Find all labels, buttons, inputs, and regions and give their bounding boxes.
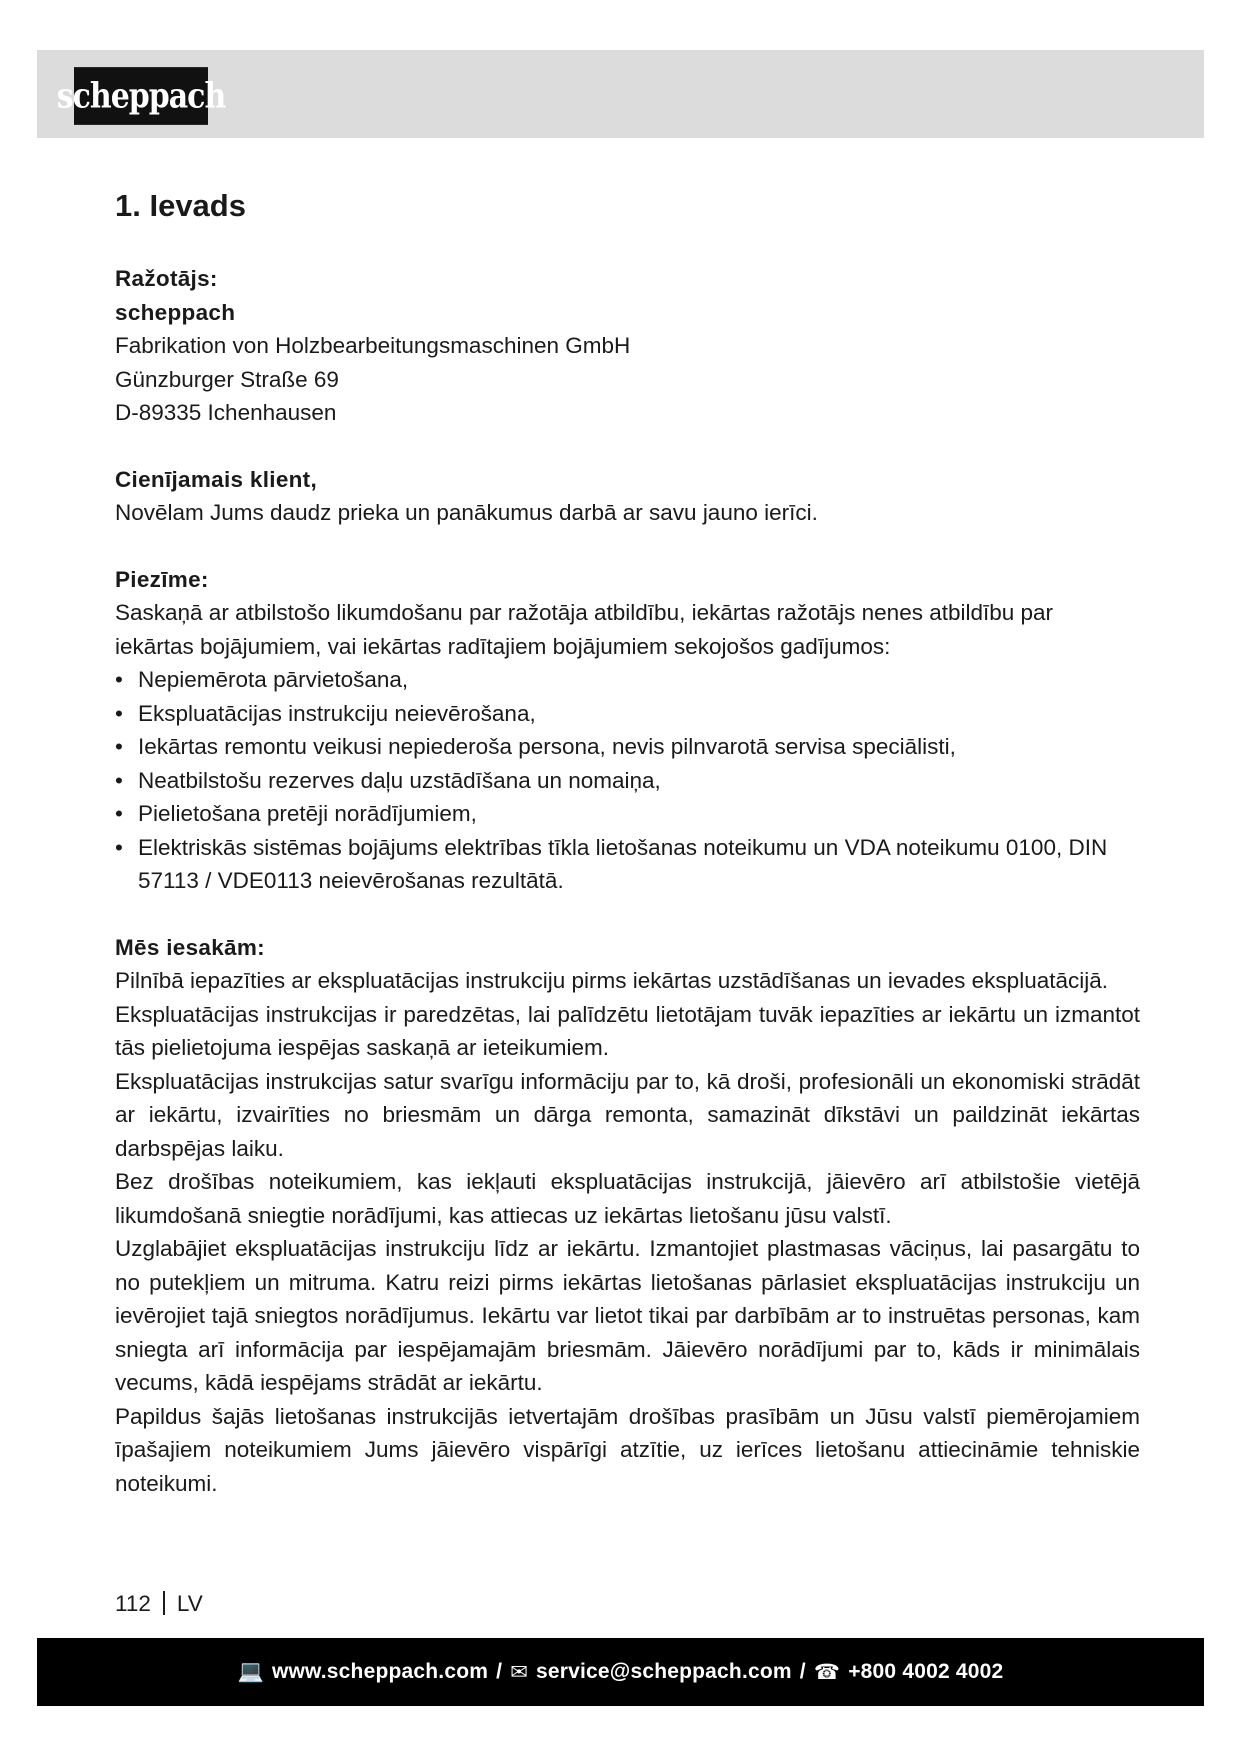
manufacturer-brand: scheppach <box>115 299 236 325</box>
manufacturer-line: Günzburger Straße 69 <box>115 366 339 392</box>
recommend-label: Mēs iesakām: <box>115 934 265 960</box>
email-link[interactable]: service@scheppach.com <box>535 1660 792 1683</box>
phone-number[interactable]: +800 4002 4002 <box>848 1660 1004 1683</box>
note-bullet-list <box>115 663 1140 898</box>
manufacturer-block <box>115 262 1140 430</box>
website-link[interactable]: www.scheppach.com <box>271 1660 489 1683</box>
greeting-label: Cienījamais klient, <box>115 466 318 492</box>
email-icon: ✉ <box>510 1660 528 1684</box>
greeting-text: Novēlam Jums daudz prieka un panākumus darbā ar savu jauno ierīci. <box>115 500 818 525</box>
list-item: • Elektriskās sistēmas bojājums elektrības tīkla lietošanas noteikumu un VDA noteikumu 0100, DIN 57113 / VDE0113 neievērošanas rezultātā. <box>115 831 1138 898</box>
separator: / <box>799 1660 806 1683</box>
section-title: 1. Ievads <box>115 188 246 223</box>
note-label: Piezīme: <box>115 566 209 592</box>
greeting-block <box>115 463 1140 530</box>
list-item: • Pielietošana pretēji norādījumiem, <box>115 797 1140 831</box>
page-number-footer <box>115 1589 203 1619</box>
note-intro: Saskaņā ar atbilstošo likumdošanu par ražotāja atbildību, iekārtas ražotājs nenes atbildību par iekārtas bojājumiem, vai iekārtas radītajiem bojājumiem sekojošos gadījumos: <box>115 600 1054 659</box>
manufacturer-label: Ražotājs: <box>115 266 218 291</box>
list-item: • Nepiemērota pārvietošana, <box>115 663 1140 697</box>
recommend-paragraph: Ekspluatācijas instrukcijas satur svarīgu informāciju par to, kā droši, profesionāli un ekonomiski strādāt ar iekārtu, izvairīties no briesmām un dārga remonta, samazināt dīkstāvi un paildzināt iekārtas darbspējas laiku. <box>115 1068 1140 1161</box>
list-item: • Ekspluatācijas instrukciju neievērošana, <box>115 697 1140 731</box>
page-number: 112 <box>115 1591 151 1616</box>
recommend-paragraph: Uzglabājiet ekspluatācijas instrukciju līdz ar iekārtu. Izmantojiet plastmasas vāciņus, lai pasargātu to no putekļiem un mitruma. Katru reizi pirms iekārtas lietošanas pārlasiet ekspluatācijas instrukciju un ievērojiet tajā sniegtos norādījumus. Iekārtu var lietot tikai par darbībām ar to instruētas personas, kam sniegta arī informācija par iespējamajām briesmām. Jāievēro norādījumi par to, kāds ir minimālais vecums, kādā iespējams strādāt ar iekārtu. <box>115 1236 1140 1395</box>
manufacturer-line: Fabrikation von Holzbearbeitungsmaschinen GmbH <box>115 333 631 358</box>
computer-icon: 💻 <box>237 1660 264 1683</box>
page-separator <box>163 1591 165 1615</box>
manufacturer-line: D-89335 Ichenhausen <box>115 400 337 425</box>
recommend-paragraph: Papildus šajās lietošanas instrukcijās ietvertajām drošības prasībām un Jūsu valstī piemērojamiem īpašajiem noteikumiem Jums jāievēro vispārīgi atzītie, uz ierīces lietošanu attiecināmie tehniskie noteikumi. <box>115 1403 1140 1496</box>
recommend-block <box>115 931 1140 1501</box>
main-content <box>115 184 1140 1533</box>
recommend-paragraph: Ekspluatācijas instrukcijas ir paredzētas, lai palīdzētu lietotājam tuvāk iepazīties ar iekārtu un izmantot tās pielietojuma iespējas saskaņā ar ieteikumiem. <box>115 1001 1140 1060</box>
phone-icon: ☎ <box>813 1660 841 1684</box>
recommend-paragraph: Pilnībā iepazīties ar ekspluatācijas instrukciju pirms iekārtas uzstādīšanas un ievades ekspluatācijā. <box>115 968 1108 993</box>
header-band <box>37 50 1204 138</box>
list-item: • Neatbilstošu rezerves daļu uzstādīšana un nomaiņa, <box>115 764 1140 798</box>
contact-footer-bar <box>37 1638 1204 1706</box>
recommend-paragraph: Bez drošības noteikumiem, kas iekļauti ekspluatācijas instrukcijā, jāievēro arī atbilstošie vietējā likumdošanā sniegtie norādījumi, kas attiecas uz iekārtas lietošanu jūsu valstī. <box>115 1169 1140 1228</box>
list-item: • Iekārtas remontu veikusi nepiederoša persona, nevis pilnvarotā servisa speciālisti, <box>115 730 1140 764</box>
note-block <box>115 563 1140 898</box>
separator: / <box>496 1660 503 1683</box>
scheppach-logo: scheppach <box>74 67 208 125</box>
language-code: LV <box>176 1591 203 1616</box>
